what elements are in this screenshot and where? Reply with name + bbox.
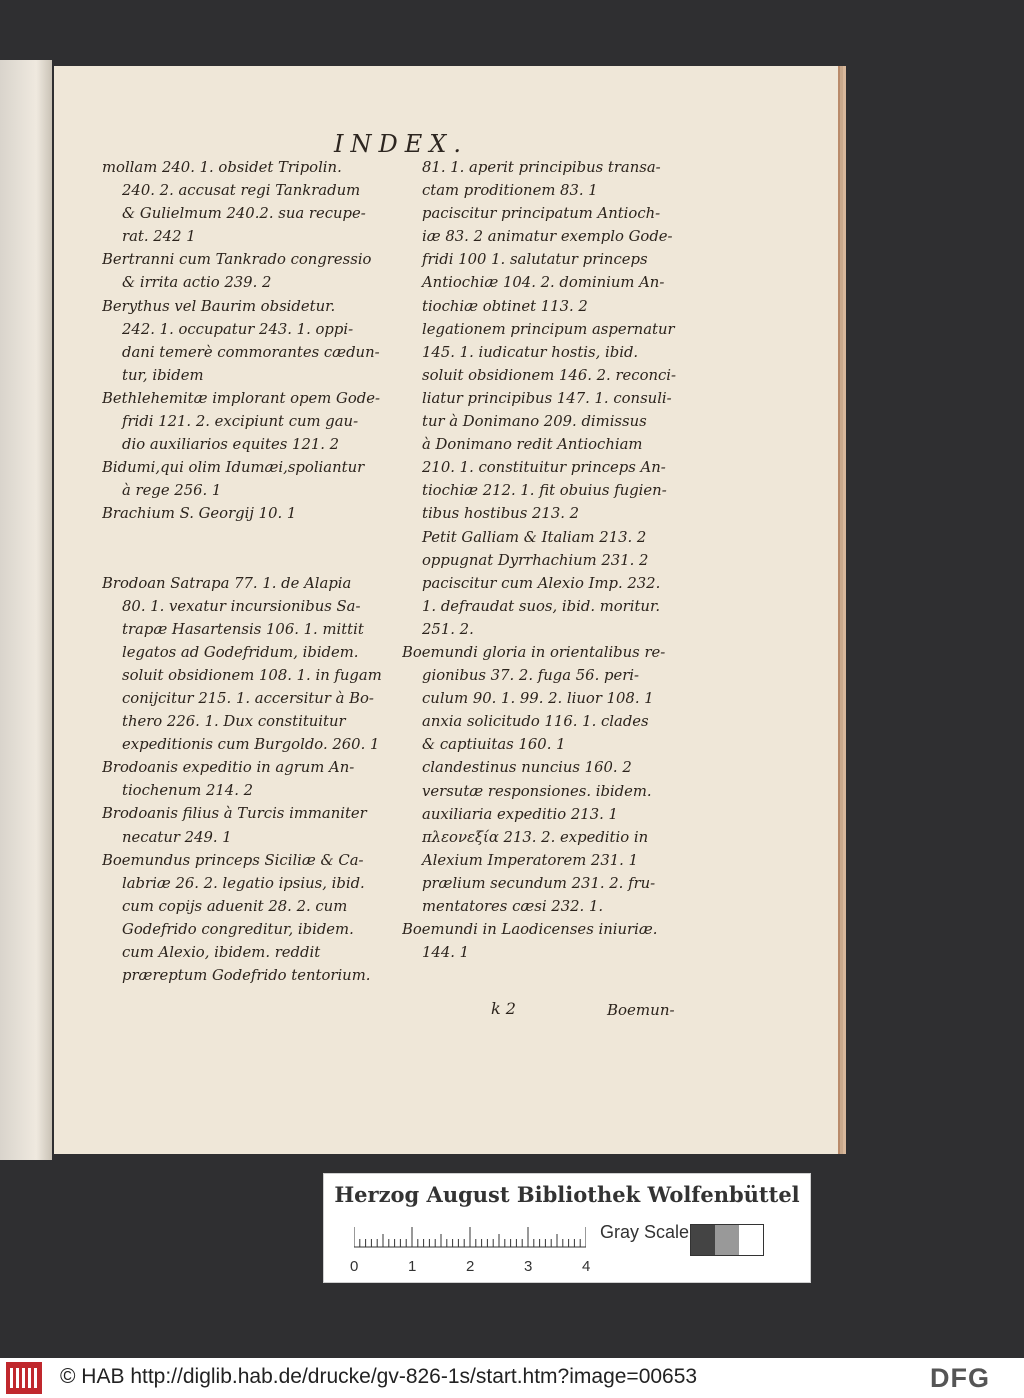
ruler-number: 1 [408, 1258, 417, 1275]
index-line: & captiuitas 160. 1 [422, 736, 566, 754]
library-name: Herzog August Bibliothek Wolfenbüttel [334, 1182, 800, 1207]
index-line: soluit obsidionem 108. 1. in fugam [122, 666, 382, 684]
gray-swatch [715, 1225, 739, 1255]
index-line: cum copijs aduenit 28. 2. cum [122, 897, 348, 915]
copyright-url[interactable]: © HAB http://diglib.hab.de/drucke/gv-826-1s/start.htm?image=00653 [60, 1365, 698, 1388]
gray-scale-label: Gray Scale [600, 1222, 690, 1242]
index-line: tur, ibidem [122, 366, 204, 384]
index-line: Bertranni cum Tankrado congressio [102, 251, 372, 269]
index-line: iæ 83. 2 animatur exemplo Gode- [422, 228, 673, 246]
index-line: labriæ 26. 2. legatio ipsius, ibid. [122, 874, 365, 892]
index-line: præreptum Godefrido tentorium. [122, 967, 371, 985]
index-line: 1. defraudat suos, ibid. moritur. [422, 597, 661, 615]
index-line: 251. 2. [422, 620, 474, 638]
index-line: Boemundus princeps Siciliæ & Ca- [102, 851, 364, 869]
signature-mark: k 2 [491, 999, 516, 1018]
index-line: rat. 242 1 [122, 228, 196, 246]
index-line: paciscitur principatum Antioch- [422, 205, 661, 223]
ruler-number: 2 [466, 1258, 475, 1275]
index-line: Boemundi gloria in orientalibus re- [402, 643, 666, 661]
footer-bar [0, 1358, 1024, 1398]
index-line: tibus hostibus 213. 2 [422, 505, 580, 523]
index-line: Brachium S. Georgij 10. 1 [102, 505, 297, 523]
index-line: cum Alexio, ibidem. reddit [122, 944, 321, 961]
index-line: πλεονεξία 213. 2. expeditio in [422, 828, 649, 846]
index-line: Brodoanis expeditio in agrum An- [102, 759, 355, 777]
index-line: gionibus 37. 2. fuga 56. peri- [422, 667, 640, 685]
index-line: tiochiæ obtinet 113. 2 [422, 297, 588, 315]
index-line: 240. 2. accusat regi Tankradum [122, 182, 361, 200]
index-line: conijcitur 215. 1. accersitur à Bo- [122, 689, 374, 707]
gray-swatch [739, 1225, 763, 1255]
index-line: expeditionis cum Burgoldo. 260. 1 [122, 736, 380, 754]
index-line: ctam proditionem 83. 1 [422, 182, 598, 200]
index-line: dani temerè commorantes cædun- [122, 343, 380, 361]
book-page [54, 66, 840, 1154]
page-header: INDEX. [334, 130, 468, 158]
index-line: legationem principum aspernatur [422, 320, 675, 338]
index-line: Antiochiæ 104. 2. dominium An- [422, 274, 665, 292]
index-line: 144. 1 [422, 944, 470, 962]
index-line: paciscitur cum Alexio Imp. 232. [422, 574, 661, 592]
ruler-number: 4 [582, 1258, 591, 1275]
index-line: versutæ responsiones. ibidem. [422, 782, 652, 800]
index-line: liatur principibus 147. 1. consuli- [422, 389, 672, 407]
index-line: tiochiæ 212. 1. fit obuius fugien- [422, 482, 667, 500]
scale-ruler [354, 1222, 586, 1248]
index-line: prælium secundum 231. 2. fru- [422, 874, 656, 892]
index-line: dio auxiliarios equites 121. 2 [122, 436, 340, 454]
index-line: tiochenum 214. 2 [122, 782, 254, 800]
index-line: auxiliaria expeditio 213. 1 [422, 805, 618, 823]
ruler-number: 0 [350, 1258, 359, 1275]
index-line: fridi 121. 2. excipiunt cum gau- [122, 413, 359, 431]
index-line: 81. 1. aperit principibus transa- [422, 159, 661, 176]
index-line: mollam 240. 1. obsidet Tripolin. [102, 159, 342, 176]
index-line: & Gulielmum 240.2. sua recupe- [122, 205, 366, 223]
index-line: thero 226. 1. Dux constituitur [122, 713, 346, 731]
index-line: Brodoanis filius à Turcis immaniter [102, 805, 367, 823]
index-line: fridi 100 1. salutatur princeps [422, 251, 648, 269]
left-page-edge [0, 60, 52, 1160]
index-line: Alexium Imperatorem 231. 1 [422, 851, 638, 869]
ruler-number: 3 [524, 1258, 533, 1275]
hab-logo-icon [6, 1362, 42, 1394]
gray-scale-swatches [690, 1224, 764, 1256]
index-line: culum 90. 1. 99. 2. liuor 108. 1 [422, 690, 654, 708]
index-line: trapæ Hasartensis 106. 1. mittit [122, 620, 364, 638]
index-column-right [402, 156, 697, 964]
index-line: à rege 256. 1 [122, 482, 222, 500]
index-line: oppugnat Dyrrhachium 231. 2 [422, 551, 649, 569]
index-line: Brodoan Satrapa 77. 1. de Alapia [102, 574, 352, 592]
index-line: Godefrido congreditur, ibidem. [122, 920, 354, 938]
index-line: necatur 249. 1 [122, 828, 232, 846]
index-column-left [102, 156, 397, 987]
ruler-numbers [350, 1258, 600, 1276]
index-line: clandestinus nuncius 160. 2 [422, 759, 632, 777]
entry-gap [102, 526, 397, 572]
index-line: 210. 1. constituitur princeps An- [422, 459, 666, 477]
index-line: Petit Galliam & Italiam 213. 2 [422, 528, 647, 546]
index-line: 242. 1. occupatur 243. 1. oppi- [122, 320, 354, 338]
index-line: anxia solicitudo 116. 1. clades [422, 713, 649, 731]
index-line: 145. 1. iudicatur hostis, ibid. [422, 343, 639, 361]
index-line: Boemundi in Laodicenses iniuriæ. [402, 921, 658, 939]
library-label-card [323, 1173, 811, 1283]
index-line: & irrita actio 239. 2 [122, 274, 272, 292]
dfg-logo: DFG [930, 1363, 990, 1393]
index-line: mentatores cæsi 232. 1. [422, 898, 604, 915]
catchword: Boemun- [607, 1001, 675, 1019]
index-line: Berythus vel Baurim obsidetur. [102, 297, 336, 315]
index-line: à Donimano redit Antiochiam [422, 436, 643, 454]
index-line: tur à Donimano 209. dimissus [422, 413, 647, 431]
index-line: soluit obsidionem 146. 2. reconci- [422, 366, 677, 384]
index-line: legatos ad Godefridum, ibidem. [122, 643, 359, 661]
index-line: Bethlehemitæ implorant opem Gode- [102, 389, 380, 407]
gray-swatch [691, 1225, 715, 1255]
index-line: 80. 1. vexatur incursionibus Sa- [122, 597, 361, 615]
index-line: Bidumi,qui olim Idumæi,spoliantur [102, 459, 365, 477]
